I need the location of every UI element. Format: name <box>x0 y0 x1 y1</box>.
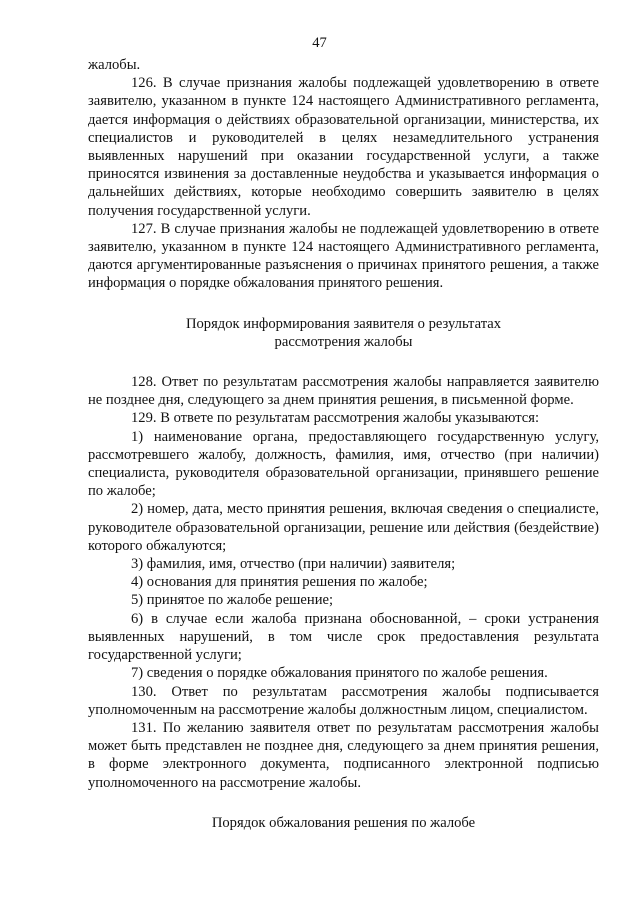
section-heading-1-line-1: Порядок информирования заявителя о результатах <box>185 315 502 332</box>
list-item-4: 4) основания для принятия решения по жалобе; <box>131 574 428 591</box>
list-item-3: 3) фамилия, имя, отчество (при наличии) заявителя; <box>131 556 456 573</box>
paragraph-continuation: жалобы. <box>88 57 141 73</box>
list-item-1: 1) наименование органа, предоставляющего государственную услугу, рассмотревшего жалобу, должность, фамилия, имя, отчество (при наличии) специалиста, руководителя образовательной организации, принявшего решение по жалобе; <box>88 428 599 500</box>
section-heading-2: Порядок обжалования решения по жалобе <box>211 814 476 831</box>
list-item-7: 7) сведения о порядке обжалования принятого по жалобе решения. <box>131 665 548 682</box>
list-item-2: 2) номер, дата, место принятия решения, включая сведения о специалисте, руководителе образовательной организации, решение или действия (бездействие) которого обжалуются; <box>88 501 599 554</box>
paragraph-126: 126. В случае признания жалобы подлежащей удовлетворению в ответе заявителю, указанном в пункте 124 настоящего Административного регламента, дается информация о действиях образовательной организации, министерства, их специалистов и руководителей в целях незамедлительного устранения выявленных нарушений при оказании государственной услуги, а также приносятся извинения за доставленные неудобства и указывается информация о дальнейших действиях, которые необходимо совершить заявителю в целях получения государственной услуги. <box>88 75 599 219</box>
paragraph-127: 127. В случае признания жалобы не подлежащей удовлетворению в ответе заявителю, указанном в пункте 124 настоящего Административного регламента, даются аргументированные разъяснения о причинах принятого решения, а также информация о порядке обжалования принятого решения. <box>88 220 599 292</box>
paragraph-131: 131. По желанию заявителя ответ по результатам рассмотрения жалобы может быть представлен не позднее дня, следующего за днем принятия решения, в форме электронного документа, подписанного электронной подписью уполномоченного на рассмотрение жалобы. <box>88 719 599 791</box>
paragraph-128: 128. Ответ по результатам рассмотрения жалобы направляется заявителю не позднее дня, следующего за днем принятия решения, в письменной форме. <box>88 374 599 409</box>
page-number: 47 <box>312 35 327 51</box>
list-item-6: 6) в случае если жалоба признана обоснованной, – сроки устранения выявленных нарушений, в том числе срок предоставления результата государственной услуги; <box>88 610 599 664</box>
section-heading-1-line-2: рассмотрения жалобы <box>274 333 413 350</box>
list-item-5: 5) принятое по жалобе решение; <box>131 592 334 609</box>
paragraph-129: 129. В ответе по результатам рассмотрения жалобы указываются: <box>131 410 540 427</box>
paragraph-130: 130. Ответ по результатам рассмотрения жалобы подписывается уполномоченным на рассмотрение жалобы должностным лицом, специалистом. <box>88 683 599 718</box>
document-body <box>88 56 599 832</box>
